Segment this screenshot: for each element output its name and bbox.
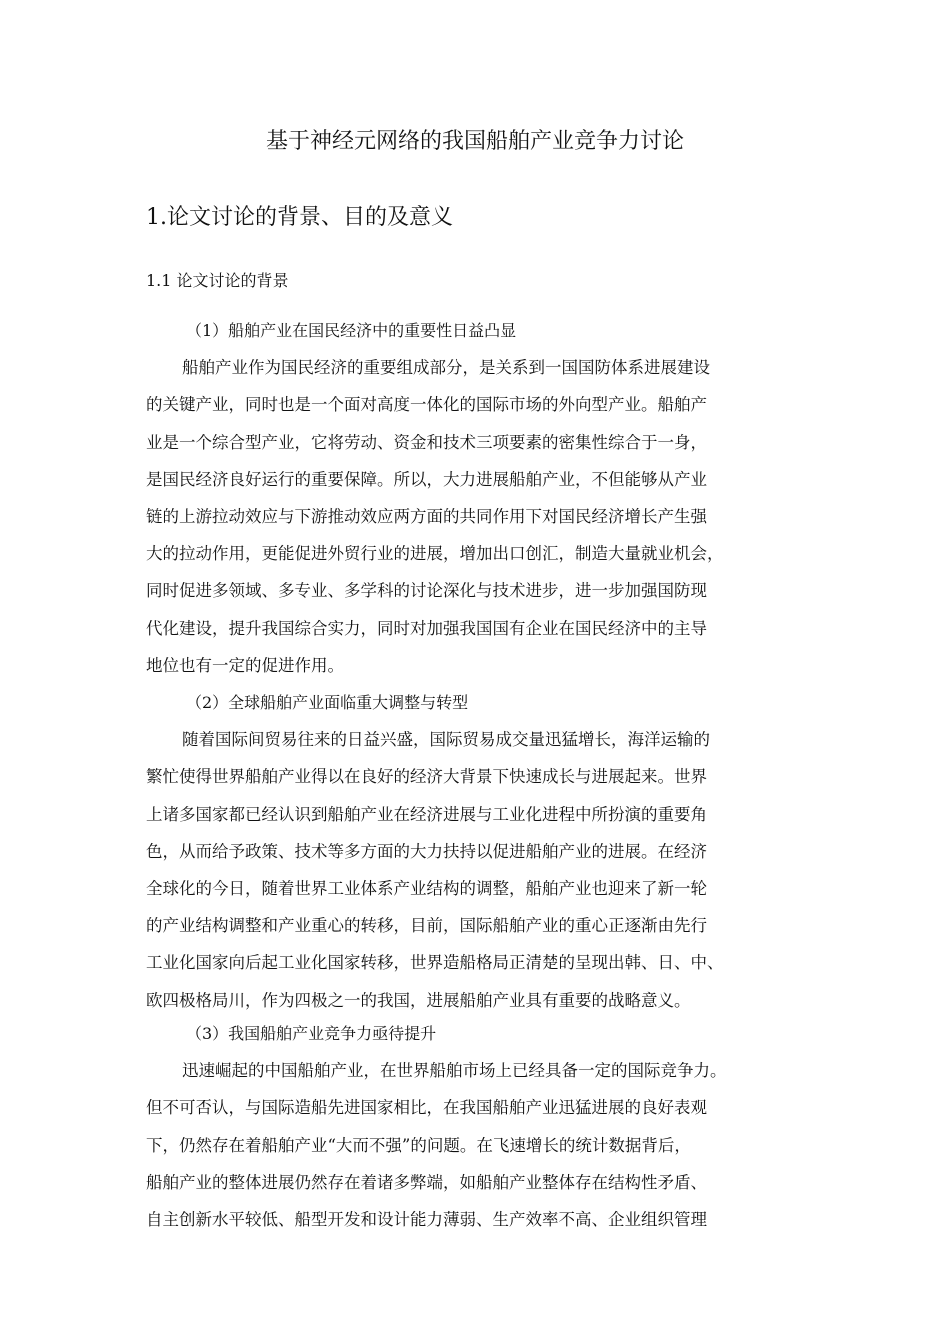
subsection-3-heading: （3）我国船舶产业竞争力亟待提升 — [186, 1024, 437, 1043]
paragraph-line: 欧四极格局川，作为四极之一的我国，进展船舶产业具有重要的战略意义。 — [146, 990, 691, 1010]
paragraph-line: 大的拉动作用，更能促进外贸行业的进展，增加出口创汇，制造大量就业机会， — [146, 544, 724, 564]
paragraph-line: 业是一个综合型产业，它将劳动、资金和技术三项要素的密集性综合于一身， — [146, 432, 707, 452]
subsection-block-3 — [146, 1015, 808, 1238]
paragraph-line: 代化建设，提升我国综合实力，同时对加强我国国有企业在国民经济中的主导 — [146, 618, 707, 638]
paragraph-line: 下，仍然存在着船舶产业“大而不强”的问题。在飞速增长的统计数据背后， — [146, 1135, 691, 1155]
subsection-block-1 — [146, 312, 808, 684]
paragraph-line: 的关键产业，同时也是一个面对高度一体化的国际市场的外向型产业。船舶产 — [146, 395, 707, 415]
paragraph-line: 色，从而给予政策、技术等多方面的大力扶持以促进船舶产业的进展。在经济 — [146, 841, 707, 861]
paragraph-line: 全球化的今日，随着世界工业体系产业结构的调整，船舶产业也迎来了新一轮 — [146, 878, 707, 898]
paragraph-line: 的产业结构调整和产业重心的转移，目前，国际船舶产业的重心正逐渐由先行 — [146, 916, 707, 936]
paragraph-line: 上诸多国家都已经认识到船舶产业在经济进展与工业化进程中所扮演的重要角 — [146, 804, 707, 824]
paragraph-line: 繁忙使得世界船舶产业得以在良好的经济大背景下快速成长与进展起来。世界 — [146, 767, 707, 787]
paragraph-line: 链的上游拉动效应与下游推动效应两方面的共同作用下对国民经济增长产生强 — [146, 506, 707, 526]
subsection-2-heading: （2）全球船舶产业面临重大调整与转型 — [186, 693, 469, 712]
subsection-block-2 — [146, 684, 808, 1019]
paragraph-line: 船舶产业作为国民经济的重要组成部分，是关系到一国国防体系进展建设 — [182, 358, 710, 378]
section-heading: 1.论文讨论的背景、目的及意义 — [146, 205, 453, 230]
paragraph-line: 地位也有一定的促进作用。 — [146, 655, 344, 675]
paragraph-line: 迅速崛起的中国船舶产业，在世界船舶市场上已经具备一定的国际竞争力。 — [182, 1061, 727, 1081]
document-title: 基于神经元网络的我国船舶产业竞争力讨论 — [265, 129, 684, 154]
paragraph-line: 是国民经济良好运行的重要保障。所以，大力进展船舶产业，不但能够从产业 — [146, 469, 707, 489]
subsection-heading: 1.1 论文讨论的背景 — [146, 271, 289, 290]
paragraph-line: 随着国际间贸易往来的日益兴盛，国际贸易成交量迅猛增长，海洋运输的 — [182, 730, 710, 750]
paragraph-line: 船舶产业的整体进展仍然存在着诸多弊端，如船舶产业整体存在结构性矛盾、 — [146, 1172, 707, 1192]
paragraph-line: 但不可否认，与国际造船先进国家相比，在我国船舶产业迅猛进展的良好表观 — [146, 1098, 707, 1118]
paragraph-line: 自主创新水平较低、船型开发和设计能力薄弱、生产效率不高、企业组织管理 — [146, 1209, 707, 1229]
subsection-1-heading: （1）船舶产业在国民经济中的重要性日益凸显 — [186, 321, 517, 340]
paragraph-line: 工业化国家向后起工业化国家转移，世界造船格局正清楚的呈现出韩、日、中、 — [146, 953, 724, 973]
paragraph-line: 同时促进多领域、多专业、多学科的讨论深化与技术进步，进一步加强国防现 — [146, 581, 707, 601]
